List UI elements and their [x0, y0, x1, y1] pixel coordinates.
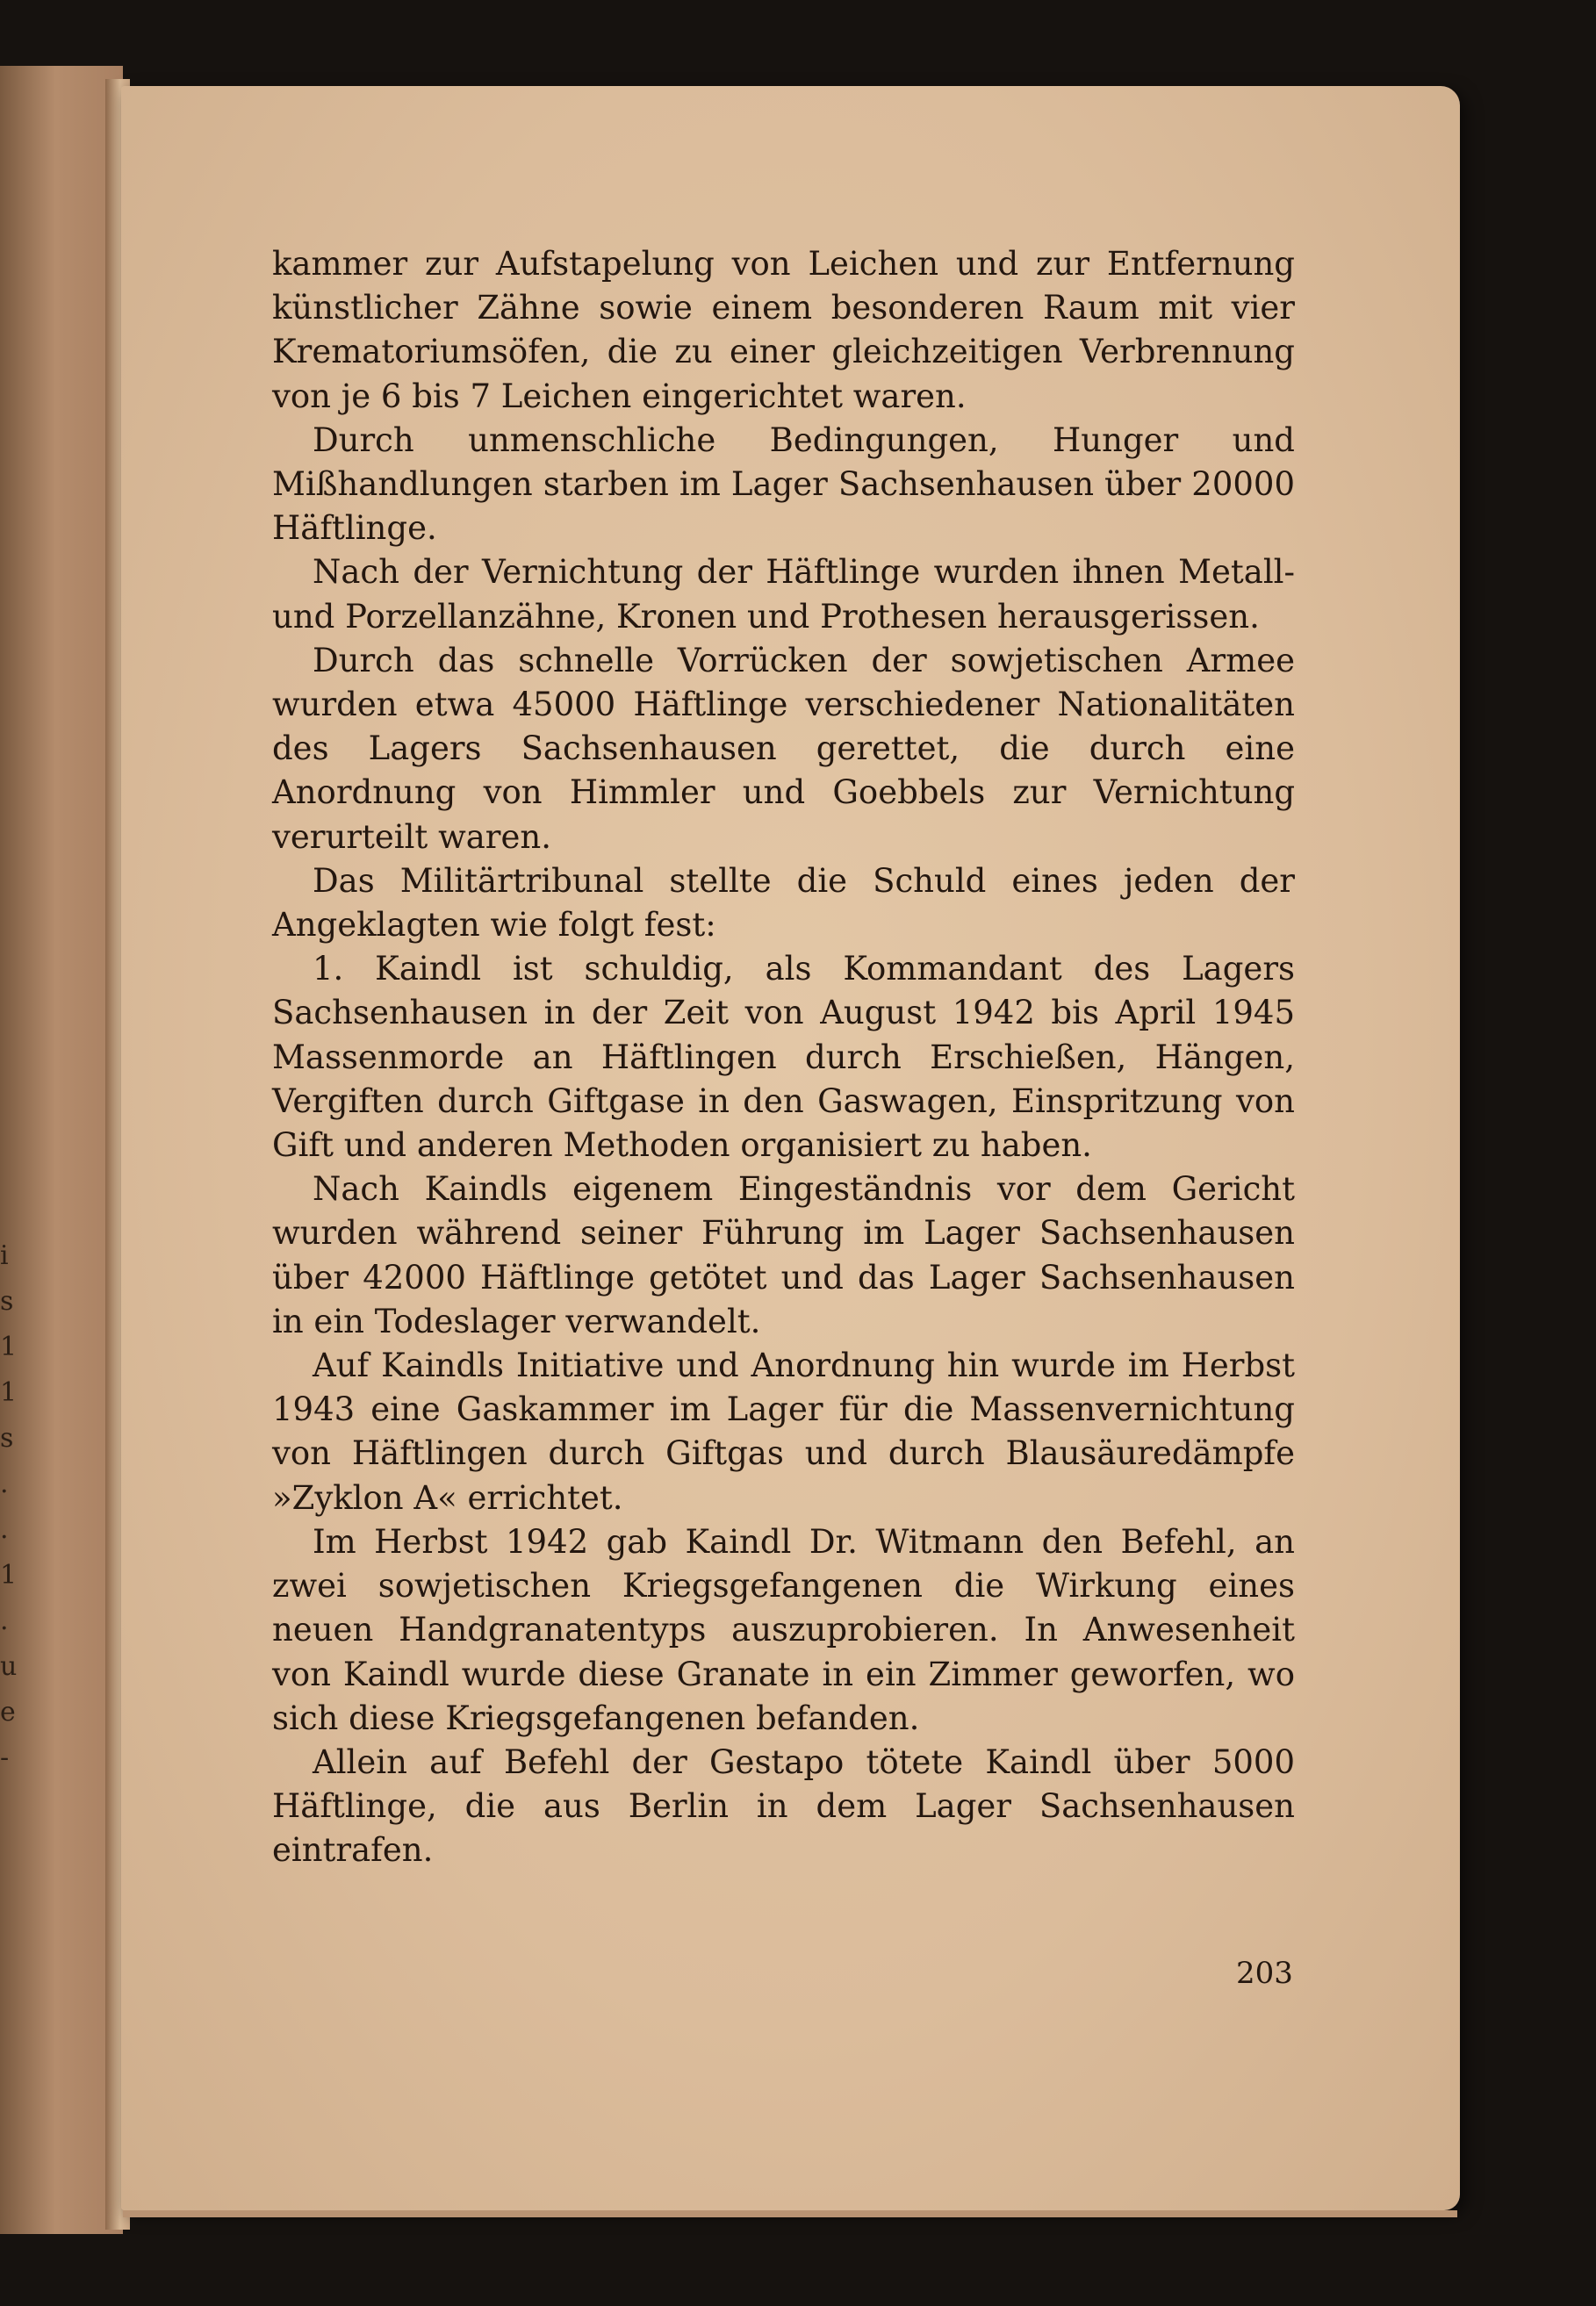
edge-char: . — [0, 1469, 9, 1499]
edge-char: 1 — [0, 1377, 18, 1408]
edge-char: i — [0, 1240, 9, 1271]
page-body-text — [272, 242, 1295, 1873]
paragraph: Im Herbst 1942 gab Kaindl Dr. Witmann den Befehl, an zwei sowjetischen Kriegsgefangenen die Wirkung eines neuen Handgranatentyps auszuprobieren. In Anwesenheit von Kaindl wurde diese Granate in ein Zimmer geworfen, wo sich diese Kriegsgefangenen befanden. — [272, 1522, 1295, 1737]
edge-char: . — [0, 1606, 9, 1636]
edge-char: . — [0, 1514, 9, 1545]
paragraph: Nach Kaindls eigenem Eingeständnis vor dem Gericht wurden während seiner Führung im Lager Sachsenhausen über 42000 Häftlinge getötet und das Lager Sachsenhausen in ein Todeslager verwandelt. — [272, 1170, 1295, 1340]
left-page-edge-text — [0, 1233, 18, 1781]
paragraph: kammer zur Aufstapelung von Leichen und zur Entfernung künstlicher Zähne sowie einem besonderen Raum mit vier Krematoriumsöfen, die zu einer gleichzeitigen Verbrennung von je 6 bis 7 Leichen eingerichtet waren. — [272, 245, 1295, 415]
edge-char: u — [0, 1651, 18, 1682]
paragraph: Nach der Vernichtung der Häftlinge wurden ihnen Metall- und Porzellanzähne, Kronen und Prothesen herausgerissen. — [272, 553, 1295, 636]
paragraph: Das Militärtribunal stellte die Schuld eines jeden der Angeklagten wie folgt fest: — [272, 861, 1295, 945]
paragraph: Durch unmenschliche Bedingungen, Hunger und Mißhandlungen starben im Lager Sachsenhausen über 20000 Häftlinge. — [272, 420, 1295, 548]
page-number: 203 — [1236, 1956, 1293, 1991]
paragraph: Durch das schnelle Vorrücken der sowjetischen Armee wurden etwa 45000 Häftlinge verschiedener Nationalitäten des Lagers Sachsenhausen gerettet, die durch eine Anordnung von Himmler und Goebbels zur Vernichtung verurteilt waren. — [272, 641, 1295, 856]
book-page — [121, 86, 1460, 2210]
edge-char: e — [0, 1697, 16, 1728]
paragraph: Allein auf Befehl der Gestapo tötete Kaindl über 5000 Häftlinge, die aus Berlin in dem Lager Sachsenhausen eintrafen. — [272, 1742, 1295, 1870]
paragraph: 1. Kaindl ist schuldig, als Kommandant des Lagers Sachsenhausen in der Zeit von August 1942 bis April 1945 Massenmorde an Häftlingen durch Erschießen, Hängen, Vergiften durch Giftgase in den Gaswagen, Einspritzung von Gift und anderen Methoden organisiert zu haben. — [272, 950, 1295, 1165]
edge-char: 1 — [0, 1560, 18, 1591]
edge-char: - — [0, 1742, 10, 1773]
page-bottom-edge — [123, 2210, 1457, 2217]
edge-char: s — [0, 1286, 14, 1317]
left-page-edge — [0, 66, 123, 2234]
paragraph: Auf Kaindls Initiative und Anordnung hin wurde im Herbst 1943 eine Gaskammer im Lager für die Massenvernichtung von Häftlingen durch Giftgas und durch Blausäuredämpfe »Zyklon A« errichtet. — [272, 1347, 1295, 1517]
edge-char: 1 — [0, 1332, 18, 1362]
edge-char: s — [0, 1423, 14, 1454]
